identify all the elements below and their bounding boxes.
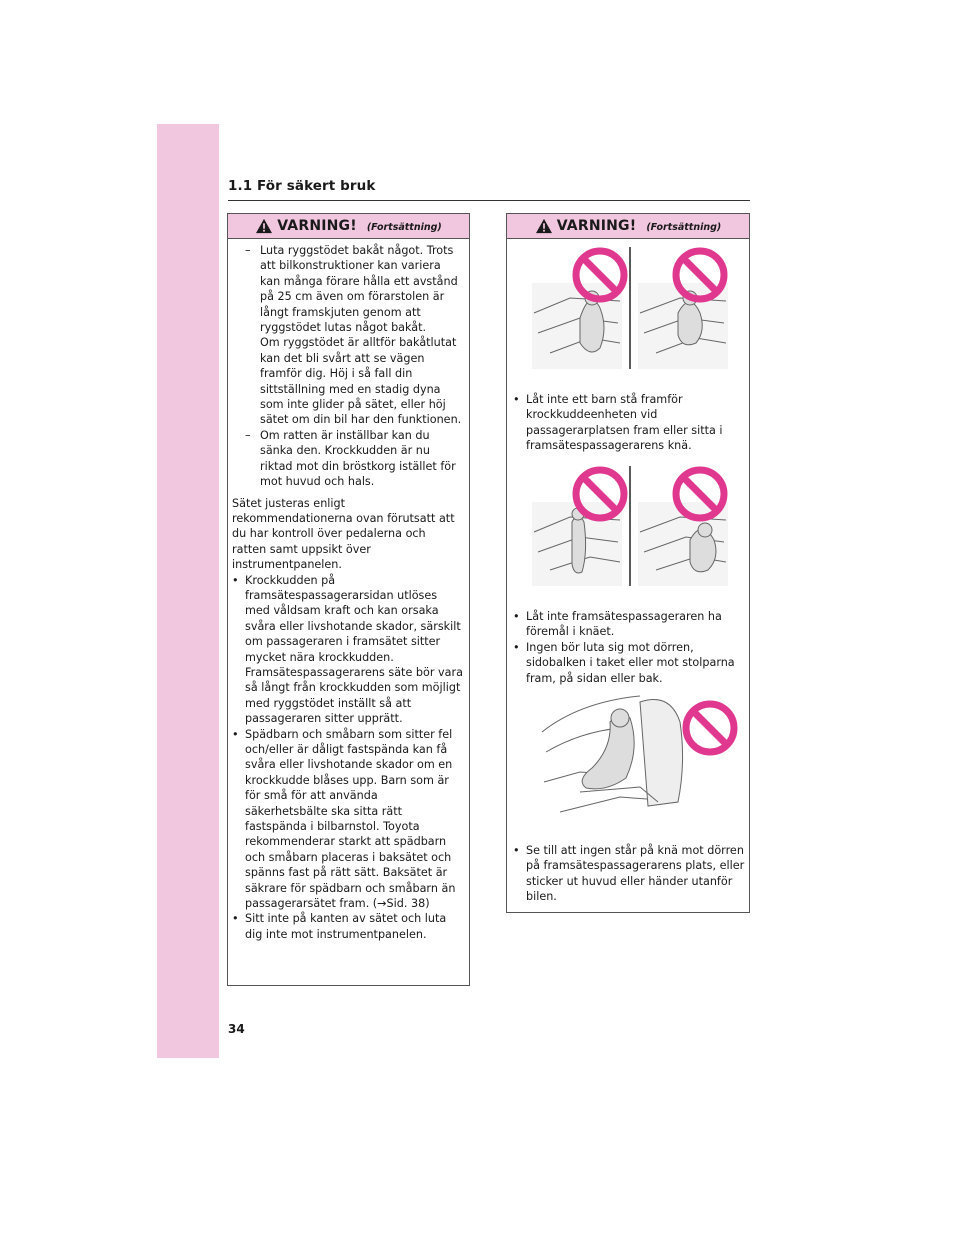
list-item xyxy=(230,911,463,942)
list-item-text: Sitt inte på kanten av sätet och luta dig inte mot instrumentpanelen. xyxy=(245,912,447,941)
illustration-leaning-on-door xyxy=(540,692,740,828)
list-item xyxy=(506,843,746,905)
list-item-text: Luta ryggstödet bakåt något. Trots att bilkonstruktioner kan variera kan många förare hålla ett avstånd på 25 cm även om förarstolen är långt framskjuten genom att ryggstödet lutas något bakåt. xyxy=(260,244,458,335)
list-item xyxy=(506,609,746,640)
list-item xyxy=(506,640,746,686)
dash-marker: – xyxy=(245,428,251,442)
section-divider xyxy=(228,200,750,201)
warning-subtitle: (Fortsättning) xyxy=(366,221,442,233)
illustration-child-in-front-seat xyxy=(530,243,730,371)
list-item-text: Om ratten är inställbar kan du sänka den. Krockkudden är nu riktad mot din bröstkorg istället för mot huvud och hals. xyxy=(260,428,456,489)
list-item xyxy=(230,573,463,727)
warning-triangle-icon xyxy=(535,218,553,234)
list-item-text: Om ryggstödet är alltför bakåtlutat kan det bli svårt att se vägen framför dig. Höj i så fall din sittställning med en stadig dyna som inte glider på sätet, eller höj sätet om din bil har den funktionen. xyxy=(260,336,462,427)
bullet-marker: • xyxy=(513,640,520,654)
warning-header xyxy=(507,214,749,239)
list-item xyxy=(230,727,463,912)
bullet-marker: • xyxy=(232,912,239,926)
list-item-text: Spädbarn och småbarn som sitter fel och/eller är dåligt fastspända kan få svåra eller livshotande skador om en krockkudde blåses upp. Barn som är för små för att använda säkerhetsbälte ska sitta rätt fastspända i bilbarnstol. Toyota rekommenderar starkt att spädbarn och småbarn placeras i baksätet och spänns fast på rätt sätt. Baksätet är säkrare för spädbarn och småbarn än passagerarsätet fram. (→Sid. 38) xyxy=(245,727,456,911)
warning-header xyxy=(228,214,469,239)
paragraph: Sätet justeras enligt rekommendationerna ovan förutsatt att du har kontroll över pedalerna och ratten samt uppsikt över instrumentpanelen. xyxy=(232,496,455,572)
list-item-text: Låt inte ett barn stå framför krockkuddeenheten vid passagerarplatsen fram eller sitta i framsätespassagerarens knä. xyxy=(526,393,723,453)
bullet-marker: • xyxy=(513,610,520,623)
bullet-marker: • xyxy=(232,573,239,587)
list-item-text: Låt inte framsätespassageraren ha föremål i knäet. xyxy=(526,610,722,639)
list-item-text: Krockkudden på framsätespassagerarsidan utlöses med våldsam kraft och kan orsaka svåra eller livshotande skador, särskilt om passageraren i framsätet sitter mycket nära krockkudden. Framsätespassagerarens säte bör vara så långt från krockkudden som möjligt med ryggstödet inställt så att passageraren sitter upprätt. xyxy=(245,573,463,726)
warning-box-left xyxy=(227,213,470,986)
list-item-text: Se till att ingen står på knä mot dörren på framsätespassagerarens plats, eller sticker ut huvud eller händer utanför bilen. xyxy=(526,844,745,904)
bullet-marker: • xyxy=(513,393,520,406)
bullet-marker: • xyxy=(232,727,239,741)
page-number: 34 xyxy=(228,1022,245,1036)
warning-title: VARNING! xyxy=(277,218,357,234)
bullet-marker: • xyxy=(513,844,520,857)
dash-marker: – xyxy=(245,244,251,257)
section-title: 1.1 För säkert bruk xyxy=(228,178,376,194)
warning-subtitle: (Fortsättning) xyxy=(646,221,722,233)
list-item xyxy=(230,428,463,490)
warning-triangle-icon xyxy=(255,218,273,234)
prohibition-icon xyxy=(686,704,734,752)
list-item-text: Ingen bör luta sig mot dörren, sidobalken i taket eller mot stolparna fram, på sidan eller bak. xyxy=(526,640,735,685)
list-item xyxy=(230,243,463,335)
warning-title: VARNING! xyxy=(556,218,637,234)
list-item xyxy=(506,392,746,454)
list-item-continuation xyxy=(230,335,463,427)
chapter-sidebar-tab xyxy=(157,124,219,1058)
illustration-objects-in-lap xyxy=(530,462,730,588)
